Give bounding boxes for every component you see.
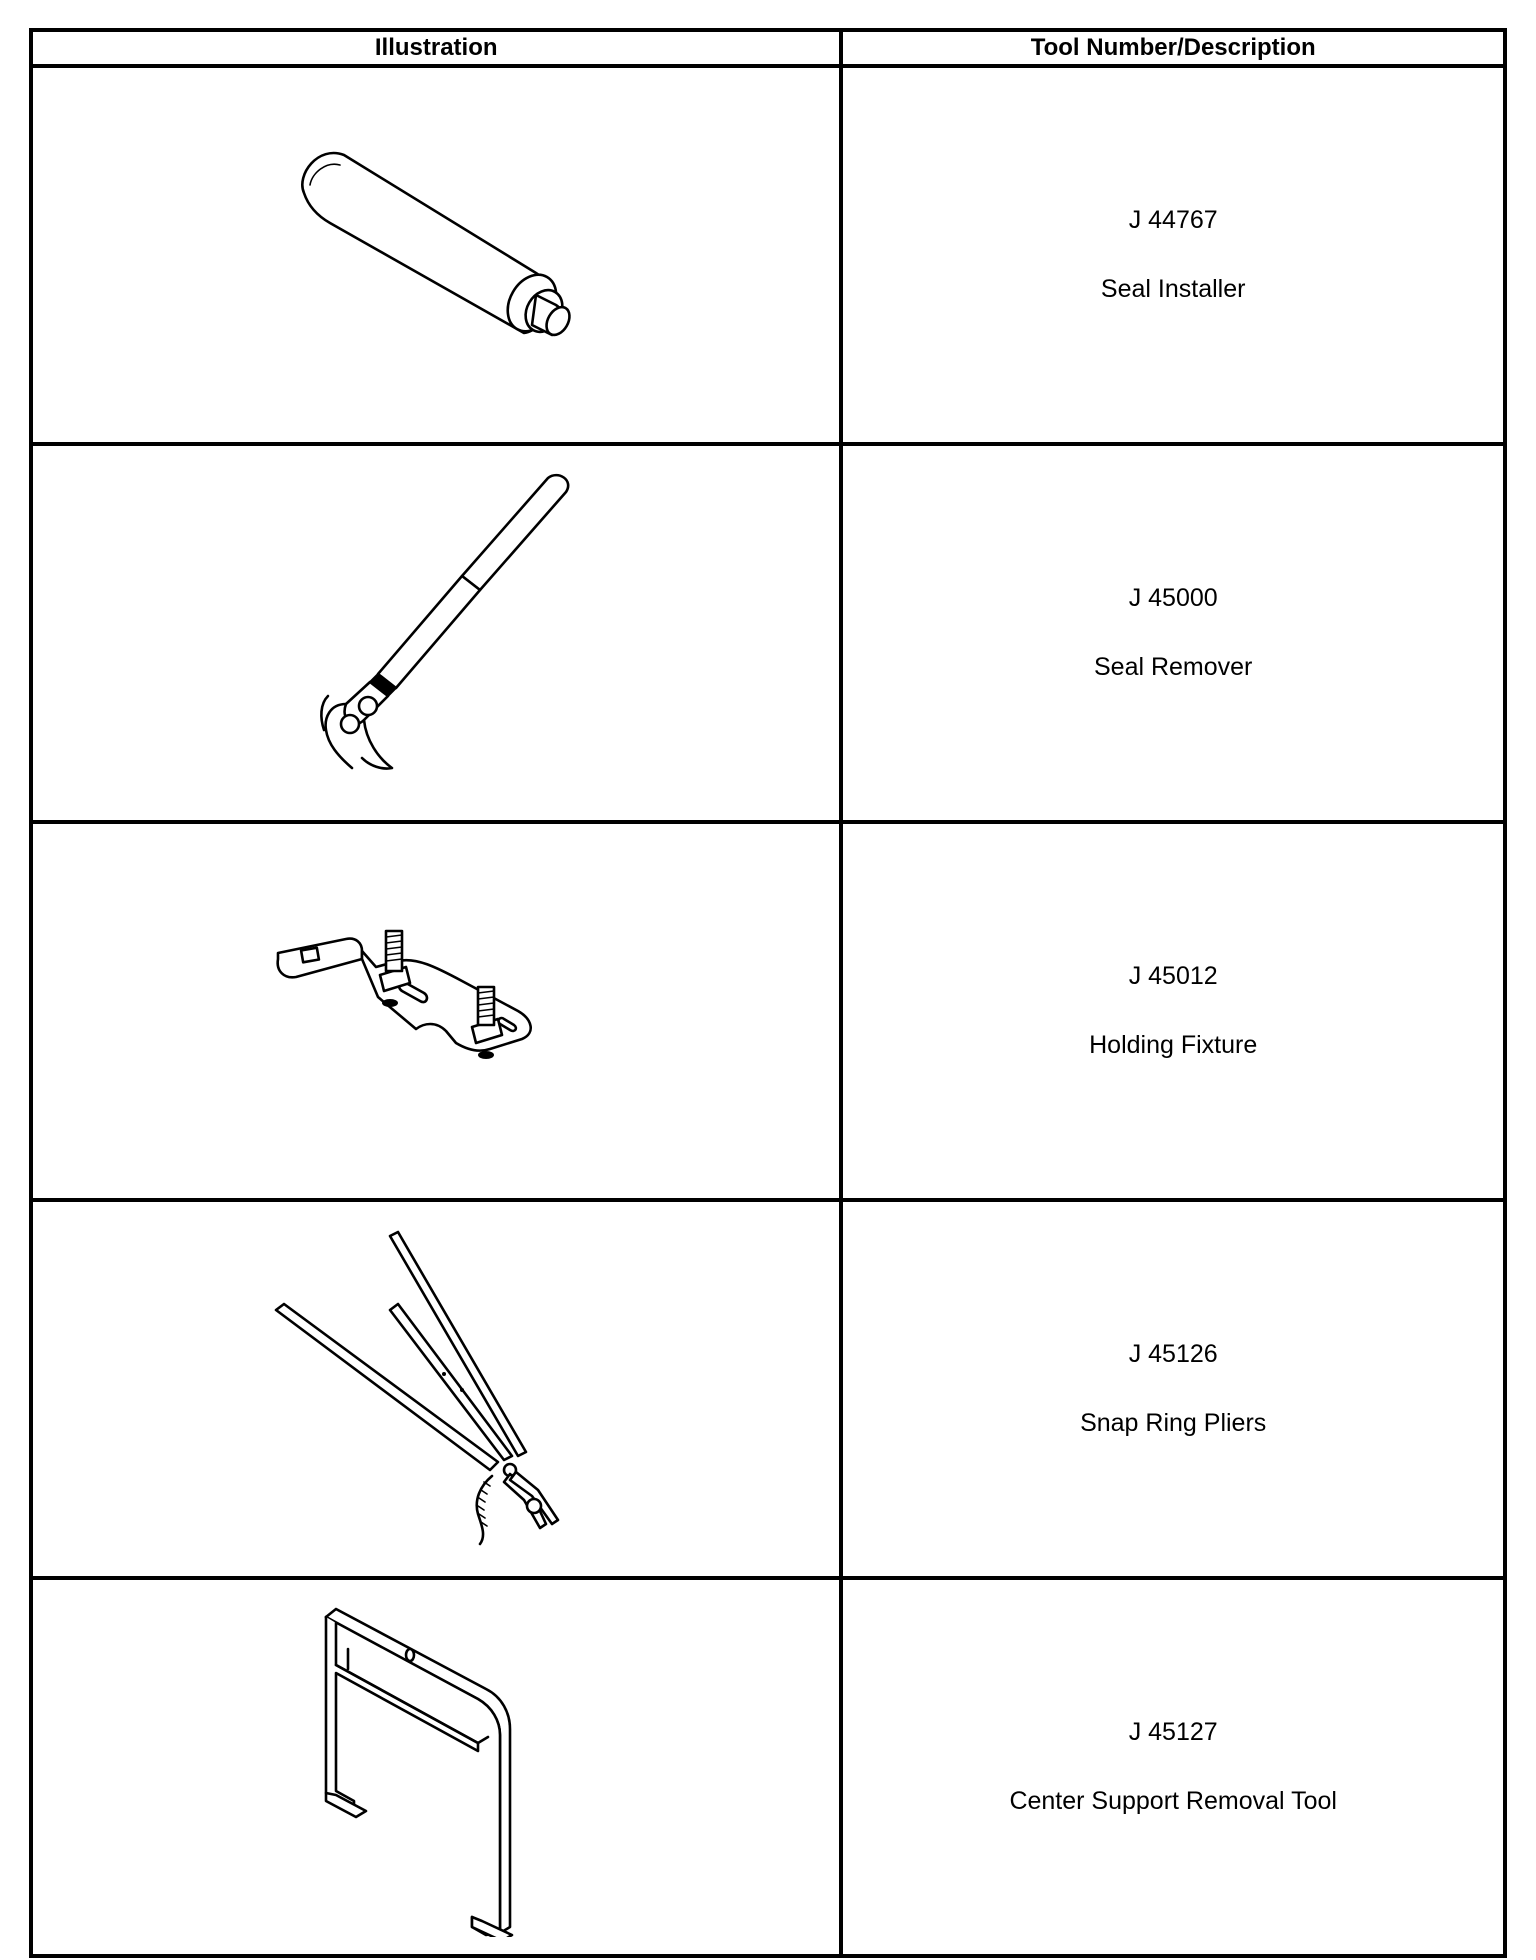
tool-table <box>29 28 1507 1958</box>
table-row <box>31 444 1505 822</box>
header-tool-number-description: Tool Number/Description <box>841 30 1505 66</box>
description-cell <box>841 1200 1505 1578</box>
seal-installer-icon <box>266 135 606 375</box>
description-cell <box>841 444 1505 822</box>
tool-description: Seal Remover <box>1093 653 1253 681</box>
table-row <box>31 822 1505 1200</box>
tool-number: J 45126 <box>1128 1340 1218 1368</box>
center-support-removal-tool-icon <box>266 1597 606 1937</box>
illustration-cell <box>31 1578 841 1956</box>
tool-description: Seal Installer <box>1100 275 1246 303</box>
tool-description: Center Support Removal Tool <box>1009 1787 1337 1815</box>
description-cell <box>841 66 1505 444</box>
table-row <box>31 1200 1505 1578</box>
tool-number: J 44767 <box>1128 206 1218 234</box>
illustration-cell <box>31 66 841 444</box>
illustration-cell <box>31 1200 841 1578</box>
description-cell <box>841 822 1505 1200</box>
snap-ring-pliers-icon <box>266 1224 606 1554</box>
tool-number: J 45000 <box>1128 584 1218 612</box>
table-row <box>31 66 1505 444</box>
tool-description: Holding Fixture <box>1089 1031 1258 1059</box>
header-illustration: Illustration <box>31 30 841 66</box>
table-row <box>31 1578 1505 1956</box>
illustration-cell <box>31 444 841 822</box>
illustration-cell <box>31 822 841 1200</box>
tool-number: J 45012 <box>1128 962 1218 990</box>
holding-fixture-icon <box>266 911 606 1111</box>
tool-description: Snap Ring Pliers <box>1080 1409 1267 1437</box>
seal-remover-icon <box>266 468 606 798</box>
header-row <box>31 30 1505 66</box>
description-cell <box>841 1578 1505 1956</box>
tool-number: J 45127 <box>1128 1718 1218 1746</box>
